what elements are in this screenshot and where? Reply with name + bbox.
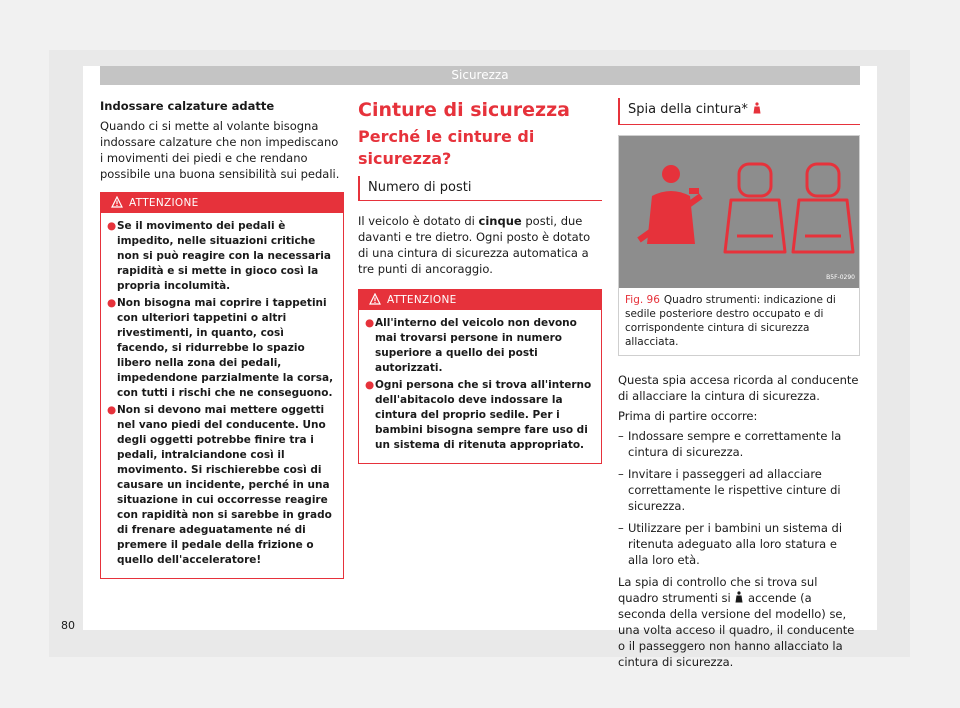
bullet-icon: ●	[365, 317, 375, 329]
warning-header	[101, 193, 343, 213]
list-item-text: Indossare sempre e correttamente la cintura di sicurezza.	[628, 429, 842, 459]
footwear-text: Quando ci si mette al volante bisogna indossare calzature che non impediscano i movimenti dei piedi e che rendano possibile una buona sensibilità sui pedali.	[100, 119, 340, 181]
bullet-icon: ●	[365, 379, 375, 391]
seats-text	[358, 213, 602, 277]
warning-triangle-icon	[111, 196, 123, 208]
warning-item-text: Non bisogna mai coprire i tappetini con ulteriori tappetini o altri rivestimenti, in quanto, così facendo, si ridurrebbe lo spazio libero nella zona dei pedali, impedendone parzialmente la corsa, con tutti i rischi che ne conseguono.	[117, 297, 334, 399]
warning-item	[365, 316, 595, 376]
section-header: Sicurezza	[100, 66, 860, 85]
column-3	[618, 98, 860, 674]
seats-text-pre: Il veicolo è dotato di	[358, 214, 479, 228]
figure-label: Fig. 96	[625, 294, 660, 306]
list-item-text: Invitare i passeggeri ad allacciare correttamente le rispettive cinture di sicurezza.	[628, 467, 841, 513]
seatbelt-light-text: Questa spia accesa ricorda al conducente di allacciare la cintura di sicurezza.	[618, 373, 859, 403]
seat-indicators-illustration	[619, 136, 859, 288]
list-item	[618, 520, 860, 568]
instrument-panel-image	[619, 136, 859, 288]
control-light-text-post: accende (a seconda della versione del modello) se, una volta acceso il quadro, il conducente o il passeggero non hanno allacciato la cintura di sicurezza.	[618, 591, 855, 669]
figure-caption	[619, 288, 859, 355]
list-item-text: Utilizzare per i bambini un sistema di ritenuta adeguato alla loro statura e alla loro età.	[628, 521, 843, 567]
figure-code: B5F-0290	[826, 274, 855, 281]
warning-body	[101, 213, 343, 578]
dash-icon: –	[618, 429, 624, 443]
warning-body	[359, 310, 601, 463]
warning-item	[107, 403, 337, 568]
warning-item-text: Non si devono mai mettere oggetti nel vano piedi del conducente. Uno degli oggetti potrebbe finire tra i pedali, intralciandone così il movimento. Si rischierebbe così di causare un incidente, perché in una situazione in cui occorresse reagire con rapidità non si sarebbe in grado di frenare adeguatamente né di premere il pedale della frizione o quello dell'acceleratore!	[117, 404, 332, 566]
warning-box-footwear	[100, 192, 344, 579]
warning-item	[365, 378, 595, 453]
seats-count: cinque	[478, 214, 522, 228]
bullet-icon: ●	[107, 220, 117, 232]
figure-caption-text: Quadro strumenti: indicazione di sedile posteriore destro occupato e di corrispondente cintura di sicurezza allacciata.	[625, 294, 836, 348]
chapter-subtitle: Perché le cinture di sicurezza?	[358, 127, 535, 168]
warning-item-text: Se il movimento dei pedali è impedito, nelle situazioni critiche non si può reagire con la necessaria rapidità e si mette in gioco così la propria incolumità.	[117, 220, 331, 292]
section-heading-seats: Numero di posti	[358, 176, 602, 201]
warning-item	[107, 219, 337, 294]
warning-label: ATTENZIONE	[129, 197, 199, 209]
seats-text-post: posti, due davanti e tre dietro. Ogni posto è dotato di una cintura di sicurezza automatica a tre punti di ancoraggio.	[358, 214, 591, 276]
column-2	[358, 98, 602, 464]
bullet-icon: ●	[107, 404, 117, 416]
chapter-title: Cinture di sicurezza	[358, 99, 570, 121]
control-light-text	[618, 574, 860, 670]
figure-96	[618, 135, 860, 356]
warning-box-seats	[358, 289, 602, 464]
list-item	[618, 428, 860, 460]
warning-label: ATTENZIONE	[387, 294, 457, 306]
driver-seatbelt-icon	[639, 165, 705, 244]
seatbelt-warning-icon	[752, 102, 762, 114]
seatbelt-light-heading: Spia della cintura*	[628, 102, 748, 117]
warning-item	[107, 296, 337, 401]
bullet-icon: ●	[107, 297, 117, 309]
dash-icon: –	[618, 521, 624, 535]
footwear-heading: Indossare calzature adatte	[100, 99, 275, 113]
warning-header	[359, 290, 601, 310]
seatbelt-warning-icon	[734, 591, 744, 603]
section-heading-seatbelt-light	[618, 98, 860, 125]
control-light-text-pre: La spia di controllo che si trova sul quadro strumenti si	[618, 575, 818, 605]
before-driving-text: Prima di partire occorre:	[618, 409, 758, 423]
warning-item-text: Ogni persona che si trova all'interno dell'abitacolo deve indossare la cintura del proprio sedile. Per i bambini bisogna sempre fare uso di un sistema di ritenuta appropriato.	[375, 379, 592, 451]
seat-occupancy-icon	[793, 164, 853, 252]
list-item	[618, 466, 860, 514]
warning-triangle-icon	[369, 293, 381, 305]
page-number: 80	[61, 619, 75, 632]
dash-icon: –	[618, 467, 624, 481]
warning-item-text: All'interno del veicolo non devono mai trovarsi persone in numero superiore a quello dei posti autorizzati.	[375, 317, 577, 374]
seat-occupancy-icon	[725, 164, 785, 252]
column-1	[100, 98, 344, 579]
